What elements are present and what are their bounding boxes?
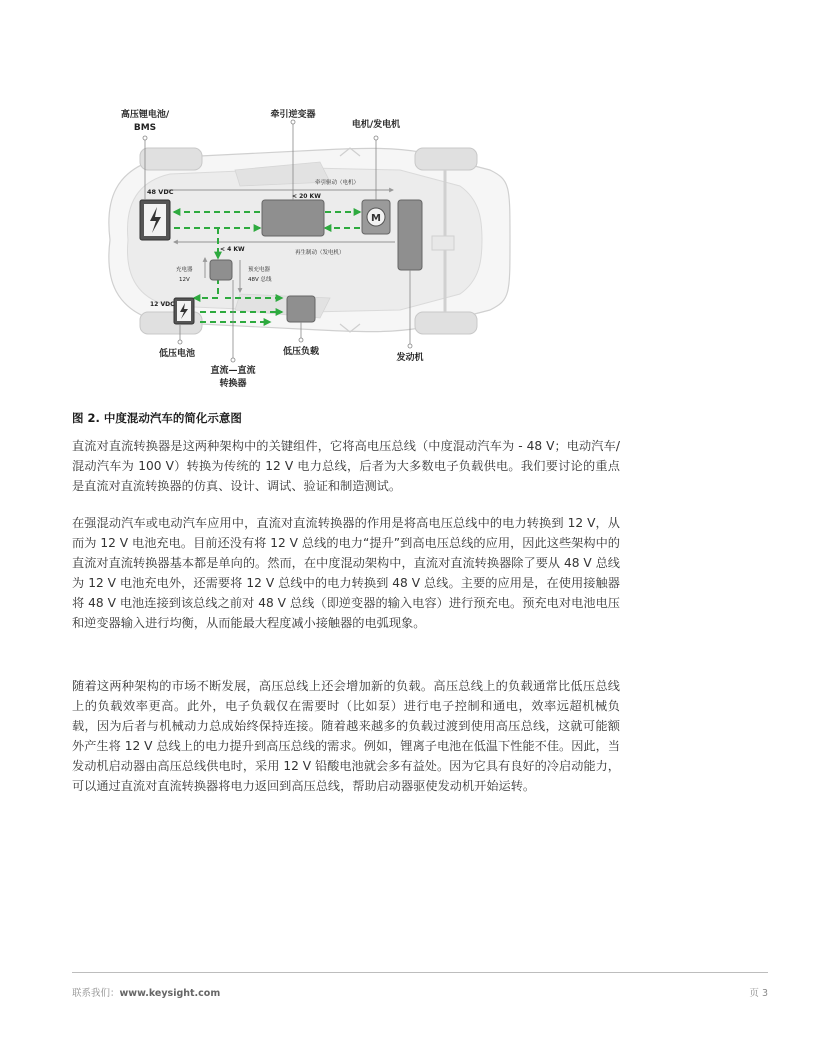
label-hv-battery-line1: 高压锂电池/ (120, 110, 170, 120)
footer-contact (72, 985, 220, 999)
footer-contact-label: 联系我们： (72, 988, 120, 999)
lv-load-box (287, 296, 315, 322)
label-48vdc: 48 VDC (147, 188, 174, 196)
footer-url-link[interactable]: www.keysight.com (119, 988, 221, 999)
dcdc-converter-box (210, 260, 232, 280)
label-hv-battery-line2: BMS (133, 123, 157, 133)
label-inverter: 牵引逆变器 (270, 110, 316, 120)
label-motor: 电机/发电机 (351, 120, 401, 130)
engine-block (398, 200, 422, 270)
paragraph-2: 在强混动汽车或电动汽车应用中，直流对直流转换器的作用是将高电压总线中的电力转换到 12 V，从而为 12 V 电池充电。目前还没有将 12 V 总线的电力“提升”到高电压总线的应用，因此这些架构中的直流对直流转换器基本都是单向的。然而，在中度混动架构中，直流对直流转换器除了要从 48 V 总线为 12 V 电池充电外，还需要将 12 V 总线中的电力转换到 48 V 总线。主要的应用是，在使用接触器将 48 V 电池连接到该总线之前对 48 V 总线（即逆变器的输入电容）进行预充电。预充电对电池电压和逆变器输入进行均衡，从而能最大程度减小接触器的电弧现象。 (72, 516, 620, 630)
hybrid-vehicle-diagram (70, 100, 750, 400)
label-lv-battery: 低压电池 (158, 349, 196, 359)
label-precharger-line1: 预充电器 (248, 267, 271, 273)
hv-battery (140, 200, 170, 240)
paragraph-3: 随着这两种架构的市场不断发展，高压总线上还会增加新的负载。高压总线上的负载通常比低压总线上的负载效率更高。此外，电子负载仅在需要时（比如泵）进行电子控制和通电，效率远超机械负载，因为后者与机械动力总成始终保持连接。随着越来越多的负载过渡到使用高压总线，这就可能额外产生将 12 V 总线上的电力提升到高压总线的需求。例如，锂离子电池在低温下性能不佳。因此，当发动机启动器由高压总线供电时，采用 12 V 铅酸电池就会多有益处。因为它具有良好的冷启动能力，可以通过直流对直流转换器将电力返回到高压总线，帮助启动器驱使发动机开始运转。 (72, 679, 620, 793)
label-4kw: < 4 KW (220, 246, 245, 253)
paragraph-1: 直流对直流转换器是这两种架构中的关键组件，它将高电压总线（中度混动汽车为 - 48 V；电动汽车/混动汽车为 100 V）转换为传统的 12 V 电力总线，后者为大多数电子负载供电。我们要讨论的重点是直流对直流转换器的仿真、设计、调试、验证和制造测试。 (72, 439, 620, 493)
label-charger-line1: 充电器 (176, 267, 193, 273)
label-engine: 发动机 (396, 353, 424, 363)
lv-battery (174, 298, 194, 324)
label-dcdc-line2: 转换器 (219, 379, 247, 389)
figure-caption: 图 2. 中度混动汽车的简化示意图 (72, 411, 242, 425)
label-20kw: < 20 KW (292, 193, 321, 200)
motor-symbol: M (371, 213, 381, 224)
label-regen: 再生制动（发电机） (295, 250, 345, 256)
label-precharger-line2: 48V 总线 (248, 277, 272, 283)
traction-inverter (262, 200, 324, 236)
label-12vdc: 12 VDC (150, 301, 175, 308)
footer-divider (72, 972, 768, 973)
motor-generator (362, 200, 390, 234)
label-charger-line2: 12V (179, 277, 190, 283)
label-lv-load: 低压负载 (282, 347, 320, 357)
label-dcdc-line1: 直流—直流 (210, 366, 256, 376)
label-traction: 牵引驱动（电机） (315, 180, 360, 186)
page-number: 页 3 (749, 988, 768, 999)
